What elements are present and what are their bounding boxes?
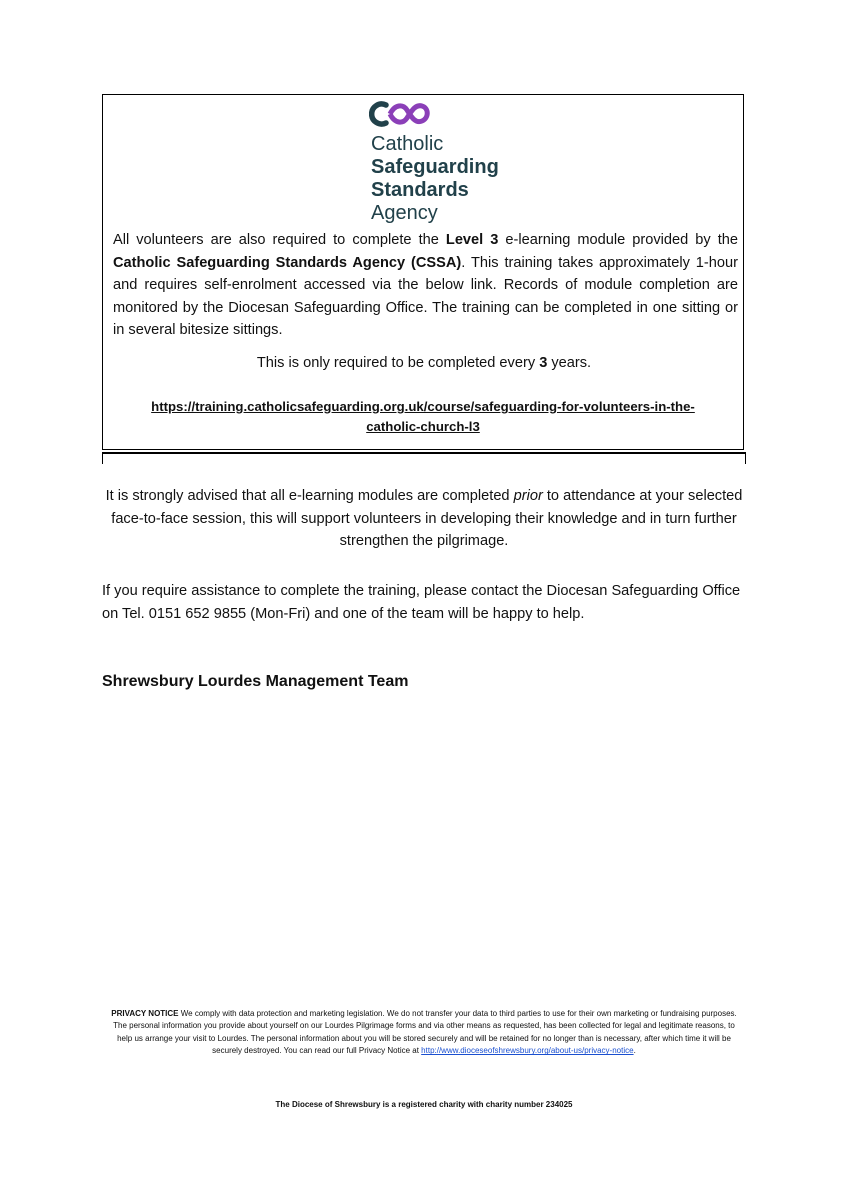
privacy-notice	[106, 1008, 742, 1058]
advice-emphasis: prior	[513, 488, 543, 504]
advice-paragraph	[102, 485, 746, 553]
intro-org-name: Catholic Safeguarding Standards Agency (CSSA)	[113, 254, 462, 271]
cssa-logo	[369, 99, 499, 224]
cssa-info-box	[102, 94, 744, 450]
privacy-label: PRIVACY NOTICE	[111, 1009, 179, 1018]
logo-line-standards: Standards	[371, 179, 469, 201]
advice-text-1: It is strongly advised that all e-learning modules are completed	[105, 488, 514, 504]
training-link-line-1[interactable]: https://training.catholicsafeguarding.org.uk/course/safeguarding-for-volunteers-in-the-	[151, 399, 695, 414]
assistance-paragraph: If you require assistance to complete the training, please contact the Diocesan Safeguarding Office on Tel. 0151 652 9855 (Mon-Fri) and one of the team will be happy to help.	[102, 583, 741, 622]
privacy-link[interactable]: http://www.dioceseofshrewsbury.org/about-us/privacy-notice	[421, 1046, 634, 1056]
training-link[interactable]	[123, 397, 723, 437]
privacy-end: .	[633, 1046, 636, 1056]
intro-text-2: e-learning module provided by the	[498, 232, 738, 248]
logo-wordmark	[371, 133, 499, 225]
intro-text-1: All volunteers are also required to complete the	[113, 232, 446, 248]
logo-line-agency: Agency	[371, 202, 438, 224]
freq-text-2: years.	[547, 355, 592, 371]
logo-line-safeguarding: Safeguarding	[371, 156, 499, 178]
training-link-line-2[interactable]: catholic-church-l3	[366, 419, 480, 434]
frequency-note	[103, 355, 745, 371]
intro-level: Level 3	[445, 232, 499, 248]
box-bottom-border	[102, 452, 746, 464]
infinity-logo-icon	[369, 99, 431, 129]
privacy-text: We comply with data protection and marketing legislation. We do not transfer your data to third parties to use for their own marketing or fundraising purposes. The personal information you provide about yourself on our Lourdes Pilgrimage forms and via other means as requested, has been collected for legal and legitimate reasons, to help us arrange your visit to Lourdes. The personal information about you will be stored securely and will be retained for no longer than is necessary, after which time it will be securely destroyed. You can read our full Privacy Notice at	[113, 1009, 737, 1056]
freq-text-1: This is only required to be completed every	[256, 355, 540, 371]
charity-statement: The Diocese of Shrewsbury is a registered charity with charity number 234025	[275, 1100, 573, 1109]
intro-paragraph	[113, 229, 738, 342]
intro-text-3: . This training takes approximately 1-hour and requires self-enrolment accessed via the below link. Records of module completion are monitored by the Diocesan Safeguarding Office. The training can be completed in one sitting or in several bitesize sittings.	[113, 254, 738, 338]
logo-line-catholic: Catholic	[371, 133, 444, 155]
advice-text-2: to attendance at your selected face-to-face session, this will support volunteers in developing their knowledge and in turn further strengthen the pilgrimage.	[111, 488, 743, 549]
team-signature: Shrewsbury Lourdes Management Team	[102, 673, 409, 690]
freq-years: 3	[539, 355, 548, 371]
